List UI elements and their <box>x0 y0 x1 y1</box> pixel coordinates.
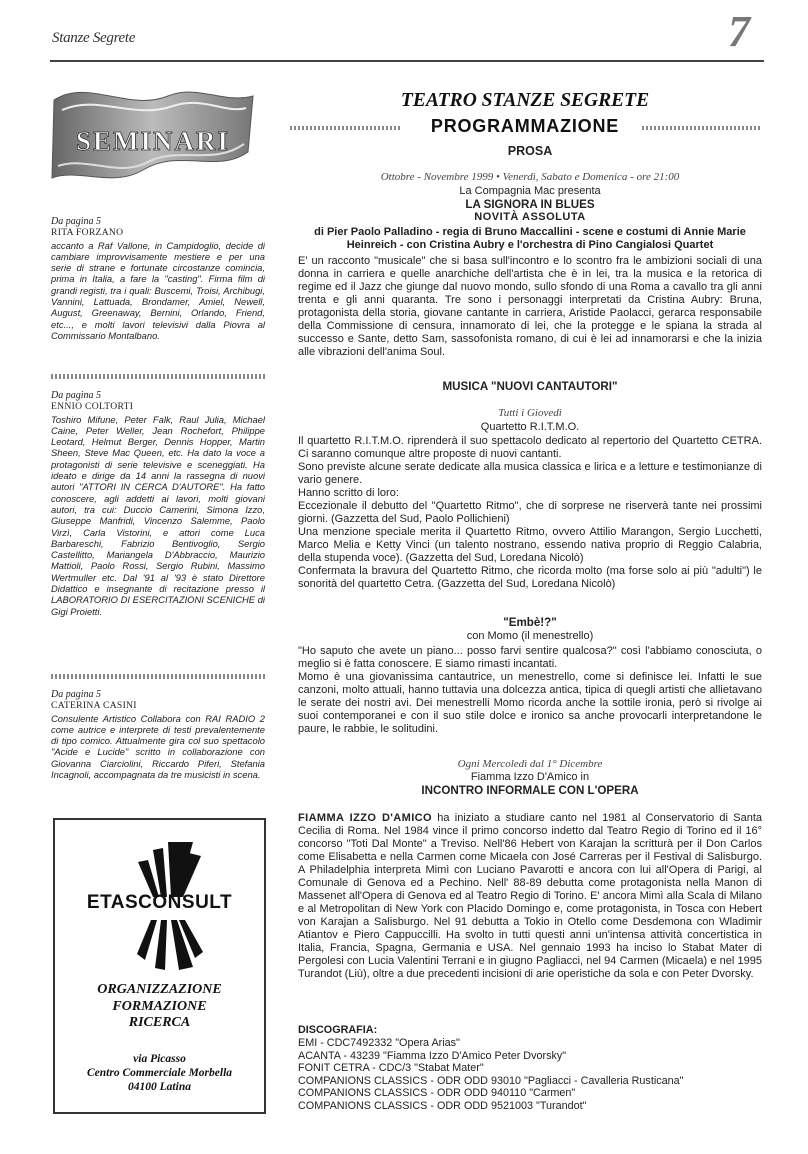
prosa-dates: Ottobre - Novembre 1999 • Venerdì, Sabato e Domenica - ore 21:00 <box>380 171 680 183</box>
opera-lead-name: FIAMMA IZZO D'AMICO <box>298 812 432 824</box>
bio-text: Toshiro Mifune, Peter Falk, Raul Julia, Michael Caine, Peter Weller, Jean Rochefort, Philippe Leotard, Helmut Berger, Dennis Hopper, Martin Sheen, Steve Mac Queen, etc. Ha dato la voce a protagonisti di serie televisive e sceneggiati. Ha ideato e dirige da 14 anni la rassegna di nuovi autori "ATTORI IN CERCA D'AUTORE". Ha fatto conoscere, agli addetti ai lavori, molti giovani autori, tra cui: Duccio Camerini, Simona Izzo, Giuseppe Manfridi, Vincenzo Salemme, Paolo Virzì, Carla Vistorini, e attori come Luca Barbareschi, Fabrizio Bentivoglio, Sergio Castellitto, Mariangela D'Abbraccio, Maurizio Mattioli, Paolo Rossi, Sergio Rubini, Massimo Wertmuller etc. Dal '91 al '93 è stato Direttore Didattico e insegnante di recitazione presso il LABORATORIO DI ESERCITAZIONI SCENICHE di Gigi Proietti. <box>51 413 265 617</box>
advert-tagline-line: ORGANIZZAZIONE <box>97 982 222 997</box>
advert-company-name: ETASCONSULT <box>86 892 233 913</box>
advert-tagline-line: RICERCA <box>128 1015 191 1030</box>
opera-description <box>298 812 762 981</box>
subtitle-row <box>290 116 760 140</box>
opera-artist: Fiamma Izzo D'Amico in <box>470 771 590 783</box>
bio-text: Consulente Artistico Collabora con RAI RADIO 2 come autrice e interprete di testi prevalentemente di tipo comico. Attualmente gira col suo spettacolo "Acide e Lucide" scritto in collaborazione con Giovanna Ciarciolini, Riccardo Piferi, Stefania Incagnoli, accompagnata da tre musicisti in scena. <box>51 712 265 781</box>
bio-name: ENNIO COLTORTI <box>51 401 134 413</box>
bio-section-coltorti <box>51 390 265 617</box>
page-subtitle: PROGRAMMAZIONE <box>430 116 620 136</box>
discography-list <box>298 1037 762 1112</box>
seminari-banner <box>48 82 258 192</box>
page-title: TEATRO STANZE SEGRETE <box>400 90 650 111</box>
advert-tagline <box>55 982 264 1032</box>
embe-description: "Ho saputo che avete un piano... posso farvi sentire qualcosa?" così l'abbiamo conosciuta, o meglio si è fatta conoscere. E siamo rimasti incantati. Momo è una giovanissima cantautrice, un menestrello, come si definisce lei. Infatti le sue canzoni, molto attuali, hanno tuttavia una dolcezza antica, tipica di quegli artisti che allietavano le serate dei nostri avi. Dei menestrelli Momo ricorda anche la sottile ironia, però si rivolge ai suoi contemporanei e con il suo stile dolce e ironico sa anche provocarli interpretandone le paure, le rabbie, le solitudini. <box>298 645 762 735</box>
discography-item: ACANTA - 43239 "Fiamma Izzo D'Amico Peter Dvorsky" <box>298 1049 567 1062</box>
discography-item: FONIT CETRA - CDC/3 "Stabat Mater" <box>298 1062 484 1074</box>
discography-item: EMI - CDC7492332 "Opera Arias" <box>298 1037 460 1049</box>
bio-section-casini <box>51 689 265 780</box>
discography-item: COMPANIONS CLASSICS - ODR ODD 9521003 "Turandot" <box>298 1099 587 1112</box>
prosa-description: E' un racconto "musicale" che si basa sull'incontro e lo scontro fra le ambizioni sociali di una donna in carriera e quelle anarchiche dell'artista che è in lei, tra la musica e la retorica di regime ed il Jazz che giunge dal nuovo mondo, sullo sfondo di una Roma a cavallo tra gli anni trenta e gli anni quaranta. Tre sono i personaggi interpretati da Cristina Aubry: Bruna, protagonista della storia, giovane cantante in carriera, Aristide Paolacci, gerarca responsabile della Commissione di censura, innamorato di lei, che la protegge e le spiana la strada al successo e Sante, detto Sam, sassofonista romano, di cui è lei ad innamorarsi e che la inizia alle vibrazioni dell'anima Soul. <box>298 255 762 358</box>
musica-group: Quartetto R.I.T.M.O. <box>480 421 580 433</box>
section-divider <box>51 374 265 379</box>
seminari-banner-text: SEMINARI <box>75 126 231 156</box>
musica-description: Il quartetto R.I.T.M.O. riprenderà il suo spettacolo dedicato al repertorio del Quartetto CETRA. Ci saranno comunque altre proposte di nuovi cantanti. Sono previste alcune serate dedicate alla musica classica e lirica e a letture e testimonianze di vario genere. Hanno scritto di loro: Eccezionale il debutto del "Quartetto Ritmo", che di sorprese ne riserverà tante nei prossimi giorni. (Gazzetta del Sud, Paolo Pollichieni) Una menzione speciale merita il Quartetto Ritmo, ovvero Attilio Marangon, Sergio Lucchetti, Marco Melia e Ketty Vinci (un talento nostrano, essendo nativa proprio di Reggio Calabria, della stupenda voce). (Gazzetta del Sud, Loredana Nicolò) Confermata la bravura del Quartetto Ritmo, che ricorda molto (ma forse solo ai più "adulti") le sonorità del quartetto Cetra. (Gazzetta del Sud, Loredana Nicolò) <box>298 435 762 590</box>
seminari-banner-graphic <box>48 82 258 192</box>
opera-heading: INCONTRO INFORMALE CON L'OPERA <box>421 784 639 797</box>
advert-address-line: via Picasso <box>133 1053 186 1065</box>
prosa-heading: PROSA <box>507 144 553 158</box>
bio-name: RITA FORZANO <box>51 227 124 239</box>
section-divider <box>51 674 265 679</box>
embe-subheading: con Momo (il menestrello) <box>466 630 594 642</box>
bio-text: accanto a Raf Vallone, in Campidoglio, decide di cambiare improvvisamente mestiere e per una serie di strane e fortunate circostanze comincia, prima in Italia, a fare la "casting". Firma film di grandi registi, tra i quali: Buscemi, Troisi, Archibugi, Vannini, Lattuada, Brondamer, Amiel, Newell, August, Greenaway, Bernini, Orlando, Friend, etc..., e molti lavori televisivi dalla Piovra al Commissario Montalbano. <box>51 239 265 341</box>
embe-heading: "Embè!?" <box>503 616 557 629</box>
etasconsult-advert <box>53 818 266 1114</box>
musica-heading: MUSICA "NUOVI CANTAUTORI" <box>442 380 618 393</box>
masthead-logo: Stanze Segrete <box>52 30 136 46</box>
prosa-credits: di Pier Paolo Palladino - regia di Bruno Maccallini - scene e costumi di Annie Marie Heinreich - con Cristina Aubry e l'orchestra di Pino Cangialosi Quartet <box>314 226 746 251</box>
bio-source: Da pagina 5 <box>51 689 101 700</box>
advert-address-line: 04100 Latina <box>128 1081 191 1093</box>
opera-body-text: ha iniziato a studiare canto nel 1981 al Conservatorio di Santa Cecilia di Roma. Nel 1984 vince il primo concorso indetto dal Teatro Regio di Torino ed il 16° concorso "Toti Dal Monte" a Treviso. Nell'86 Hebert von Karajan la scritturà per il Don Carlos come Elisabetta e nella Carmen come Micaela con José Carreras per il Festival di Salisburgo. A Philadelphia interpreta Mimì con Luciano Pavarotti e ancora con lui all'Opera di Parigi, al Comunale di Genova ed a Pechino. Nell' 88-89 debutta come protagonista nella Manon di Massenet all'Opera di Genova ed al Teatro Regio di Torino. E' ancora Mimì alla Scala di Milano e al Metropolitan di New York con Placido Domingo e, come protagonista, in Tosca con Hebert von Karajan a Salisburgo. Nel 91 debutta a Tokio in Otello come Desdemona con Wladimir Atiantov e Piero Cappuccilli. Ha svolto in tutti questi anni un'intensa attività concertistica in Italia, Francia, Spagna, Germania e USA. Nel gennaio 1993 ha inciso lo Stabat Mater di Pergolesi con Lucia Valentini Terrani e in giugno Pagliacci, nel 94 Carmen (Micaela) e nel 1995 Turandot (Liù), oltre a due precedenti incisioni di arie operistiche da sola e con Peter Dvorsky. <box>298 812 762 980</box>
discography-item: COMPANIONS CLASSICS - ODR ODD 940110 "Carmen" <box>298 1087 576 1099</box>
prosa-novelty: NOVITÀ ASSOLUTA <box>474 211 586 223</box>
musica-when: Tutti i Giovedì <box>498 407 562 419</box>
page-number: 7 <box>728 7 750 56</box>
bio-section-forzano <box>51 216 265 341</box>
opera-when: Ogni Mercoledì dal 1° Dicembre <box>457 758 603 770</box>
advert-address-line: Centro Commerciale Morbella <box>86 1067 233 1079</box>
discography-label: DISCOGRAFIA: <box>298 1024 378 1036</box>
bio-source: Da pagina 5 <box>51 390 101 401</box>
header-rule <box>50 60 764 62</box>
bio-source: Da pagina 5 <box>51 216 101 227</box>
discography-item: COMPANIONS CLASSICS - ODR ODD 93010 "Pagliacci - Cavalleria Rusticana" <box>298 1074 684 1087</box>
advert-address <box>55 1052 264 1094</box>
subtitle-rule-right <box>642 126 760 130</box>
bio-name: CATERINA CASINI <box>51 700 137 712</box>
advert-tagline-line: FORMAZIONE <box>112 998 207 1014</box>
prosa-show-title: LA SIGNORA IN BLUES <box>465 198 595 211</box>
prosa-presenter: La Compagnia Mac presenta <box>459 185 601 197</box>
